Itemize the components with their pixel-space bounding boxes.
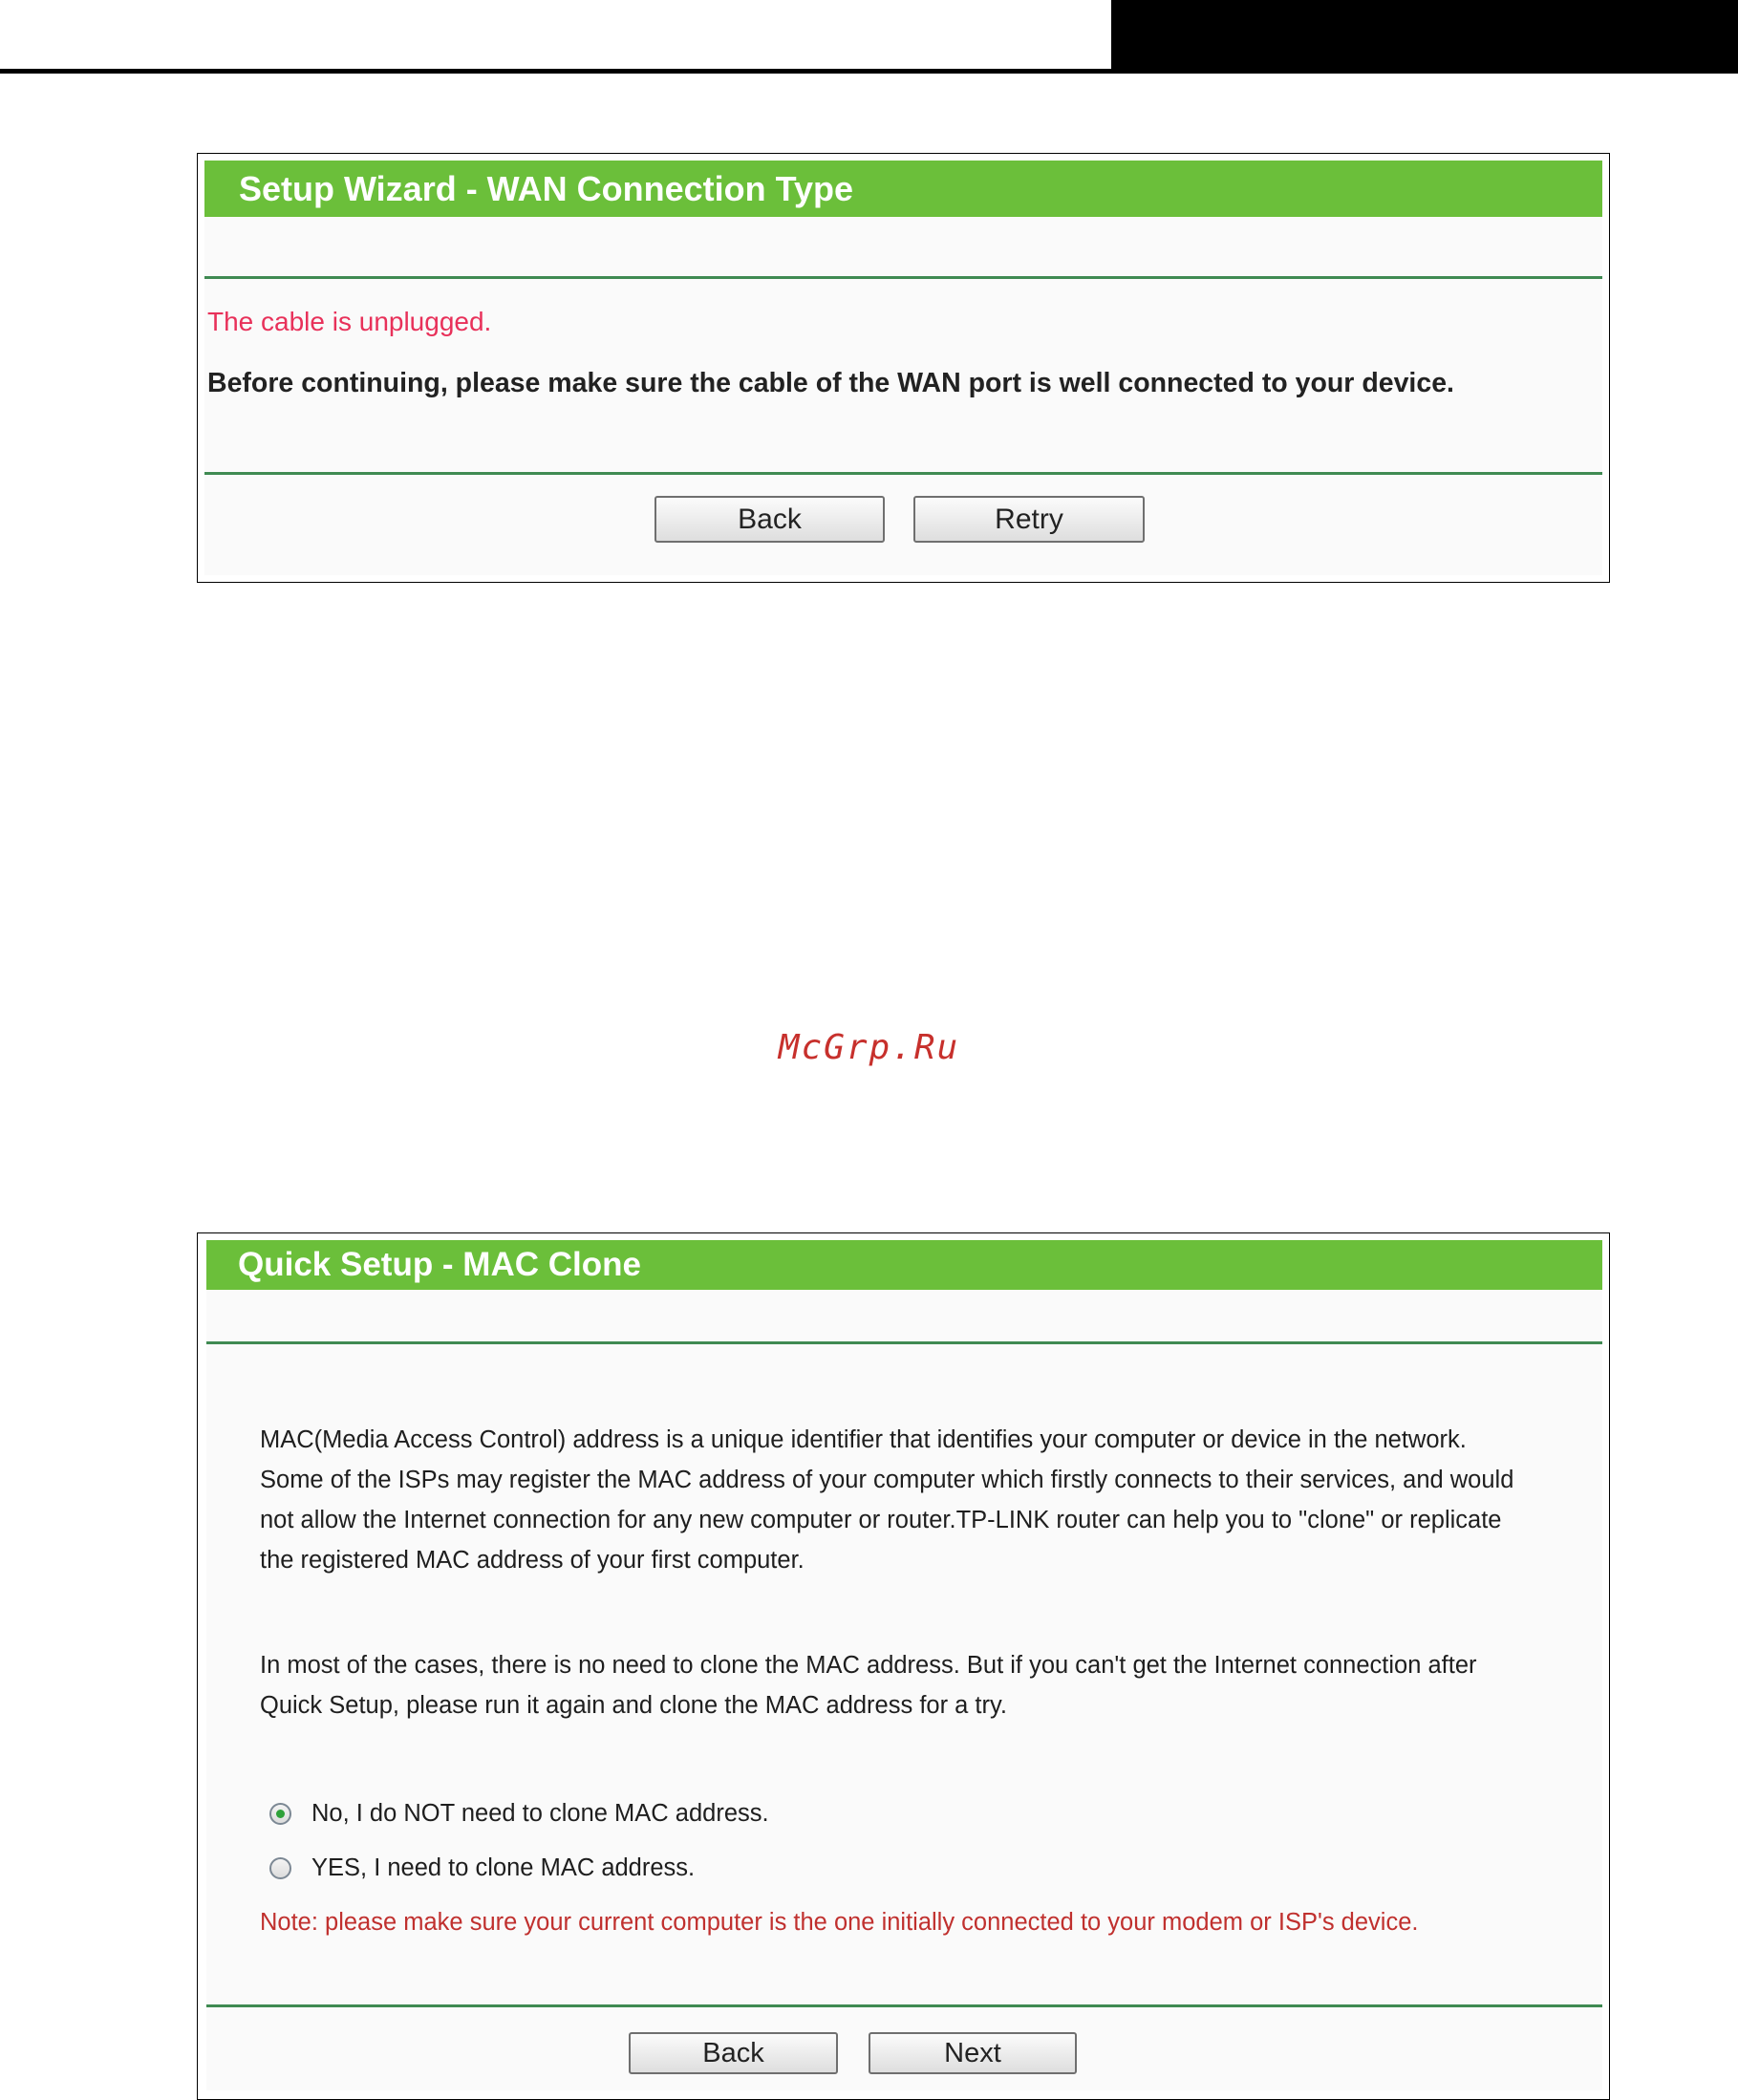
cable-unplugged-message: The cable is unplugged.: [207, 307, 492, 336]
back-button[interactable]: Back: [654, 496, 885, 543]
no-clone-option-label: No, I do NOT need to clone MAC address.: [311, 1800, 769, 1827]
mac-clone-panel: [197, 1232, 1610, 2100]
retry-button[interactable]: Retry: [913, 496, 1145, 543]
paragraph-line: not allow the Internet connection for any new computer or router.TP-LINK router can help you to "clone" or replicate: [260, 1507, 1502, 1533]
wan-instruction-text: Before continuing, please make sure the cable of the WAN port is well connected to your device.: [207, 368, 1454, 398]
paragraph-line: the registered MAC address of your first computer.: [260, 1547, 805, 1574]
divider: [204, 472, 1602, 475]
watermark-text: McGrp.Ru: [778, 1028, 960, 1067]
paragraph-line: In most of the cases, there is no need to clone the MAC address. But if you can't get the Internet connection after: [260, 1652, 1477, 1679]
next-button[interactable]: Next: [869, 2032, 1077, 2074]
radio-button[interactable]: [269, 1857, 291, 1879]
yes-clone-option[interactable]: [269, 1854, 695, 1882]
wan-panel-title: Setup Wizard - WAN Connection Type: [204, 161, 1602, 217]
back-button[interactable]: Back: [629, 2032, 838, 2074]
no-clone-option[interactable]: [269, 1800, 769, 1828]
page-header-block: [1111, 0, 1738, 74]
paragraph-line: Some of the ISPs may register the MAC address of your computer which firstly connects to their services, and would: [260, 1467, 1514, 1493]
mac-panel-title: Quick Setup - MAC Clone: [206, 1240, 1602, 1290]
radio-dot: [276, 1810, 285, 1818]
divider: [204, 276, 1602, 279]
paragraph-line: Quick Setup, please run it again and clone the MAC address for a try.: [260, 1692, 1007, 1719]
mac-note-text: Note: please make sure your current computer is the one initially connected to your modem or ISP's device.: [260, 1909, 1419, 1936]
paragraph-line: MAC(Media Access Control) address is a unique identifier that identifies your computer or device in the network.: [260, 1426, 1467, 1453]
mac-description-paragraph: [260, 1420, 1598, 1580]
divider: [206, 2004, 1602, 2007]
divider: [206, 1341, 1602, 1344]
yes-clone-option-label: YES, I need to clone MAC address.: [311, 1854, 696, 1881]
wan-connection-panel: [197, 153, 1610, 583]
radio-button-selected[interactable]: [269, 1803, 291, 1825]
mac-advice-paragraph: [260, 1645, 1598, 1725]
